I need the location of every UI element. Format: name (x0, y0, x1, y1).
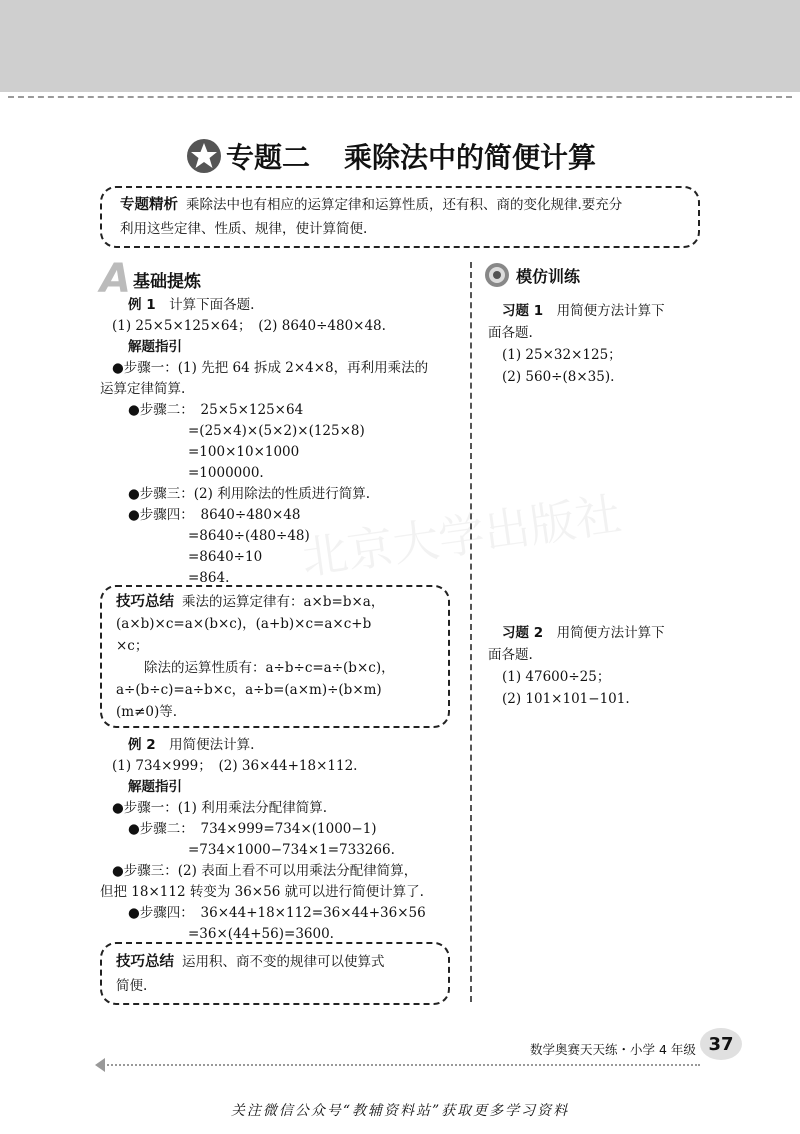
top-divider (8, 96, 792, 98)
example2-step2: ●步骤二： 734×999=734×(1000−1) (128, 821, 377, 837)
example1-step2-l3: =100×10×1000 (188, 444, 300, 460)
example1-step1b: 运算定律简算. (100, 381, 186, 397)
skill1-l3: ×c； (116, 638, 149, 654)
skill2-l1: 运用积、商不变的规律可以使算式 (182, 954, 385, 970)
skill1-l1: 乘法的运算定律有：a×b=b×a， (182, 594, 385, 610)
watermark: 北京大学出版社 (298, 486, 625, 586)
summary-line1: 乘除法中也有相应的运算定律和运算性质，还有积、商的变化规律.要充分 (186, 197, 623, 213)
top-band (0, 0, 800, 92)
title-main: 乘除法中的简便计算 (344, 141, 597, 174)
exercise2-a: (1) 47600÷25； (502, 669, 611, 685)
skill2-l2: 简便. (116, 978, 148, 994)
left-column-2 (100, 735, 454, 945)
example1-items: (1) 25×5×125×64； (2) 8640÷480×48. (112, 318, 386, 334)
example1-guide: 解题指引 (128, 339, 182, 355)
example2-step4: ●步骤四： 36×44+18×112=36×44+36×56 (128, 905, 426, 921)
example1-step4-l3: =8640÷10 (188, 549, 263, 565)
page-title (186, 136, 596, 176)
skill1-l2: (a×b)×c=a×(b×c)，(a+b)×c=a×c+b (116, 616, 372, 632)
skill1-label: 技巧总结 (116, 594, 174, 610)
example1-step2-l2: =(25×4)×(5×2)×(125×8) (188, 423, 365, 439)
mimic-title: 模仿训练 (516, 266, 581, 286)
section-a-letter: A (100, 256, 129, 302)
page-number: 37 (700, 1028, 742, 1060)
exercise2-b: (2) 101×101−101. (502, 691, 630, 707)
column-divider (470, 262, 472, 1002)
exercise1-b: (2) 560÷(8×35). (502, 369, 615, 385)
mimic-heading (484, 262, 580, 288)
example2-step1: ●步骤一：(1) 利用乘法分配律简算. (112, 800, 327, 816)
example1-label: 例 1 (128, 297, 156, 313)
example1-prompt: 计算下面各题. (169, 297, 255, 313)
example1-step3: ●步骤三：(2) 利用除法的性质进行简算. (128, 486, 370, 502)
book-title-footer: 数学奥赛天天练・小学 4 年级 (530, 1042, 696, 1057)
exercise1-l1: 用简便方法计算下 (556, 303, 665, 319)
skill1-l6: (m≠0)等. (116, 704, 178, 720)
exercise1 (488, 300, 716, 388)
example1-step2: ●步骤二： 25×5×125×64 (128, 402, 304, 418)
skill2-label: 技巧总结 (116, 954, 174, 970)
example1-step4: ●步骤四： 8640÷480×48 (128, 507, 301, 523)
exercise1-label: 习题 1 (502, 303, 544, 319)
skill-summary-box-1 (100, 585, 450, 728)
exercise2-label: 习题 2 (502, 625, 544, 641)
example1-step2-l4: =1000000. (188, 465, 264, 481)
section-a-title: 基础提炼 (132, 271, 201, 292)
star-icon (186, 138, 222, 174)
exercise2-l2: 面各题. (488, 647, 533, 663)
example2-prompt: 用简便法计算. (169, 737, 255, 753)
example2-guide: 解题指引 (128, 779, 182, 795)
summary-line2: 利用这些定律、性质、规律，使计算简便. (120, 221, 368, 237)
example2-step3b: 但把 18×112 转变为 36×56 就可以进行简便计算了. (100, 884, 424, 900)
example2-step4-l2: =36×(44+56)=3600. (188, 926, 334, 942)
bottom-divider (100, 1064, 700, 1066)
example1-step1a: ●步骤一：(1) 先把 64 拆成 2×4×8，再利用乘法的 (112, 360, 429, 376)
example2-label: 例 2 (128, 737, 156, 753)
left-column (100, 295, 454, 589)
example2-step3a: ●步骤三：(2) 表面上看不可以用乘法分配律简算， (112, 863, 418, 879)
summary-label: 专题精析 (120, 197, 178, 213)
example1-step4-l2: =8640÷(480÷48) (188, 528, 310, 544)
title-topic: 专题二 (226, 141, 311, 174)
exercise2 (488, 622, 716, 710)
exercise1-l2: 面各题. (488, 325, 533, 341)
skill1-l4: 除法的运算性质有：a÷b÷c=a÷(b×c)， (144, 660, 395, 676)
skill1-l5: a÷(b÷c)=a÷b×c，a÷b=(a×m)÷(b×m) (116, 682, 382, 698)
example2-items: (1) 734×999； (2) 36×44+18×112. (112, 758, 358, 774)
medal-icon (484, 262, 510, 288)
example1-step4-l4: =864. (188, 570, 230, 586)
example2-step2-l2: =734×1000−734×1=733266. (188, 842, 395, 858)
exercise1-a: (1) 25×32×125； (502, 347, 622, 363)
topic-summary-box (100, 186, 700, 248)
skill-summary-box-2 (100, 942, 450, 1005)
footer-note: 关注微信公众号“教辅资料站”获取更多学习资料 (230, 1103, 570, 1119)
exercise2-l1: 用简便方法计算下 (556, 625, 665, 641)
